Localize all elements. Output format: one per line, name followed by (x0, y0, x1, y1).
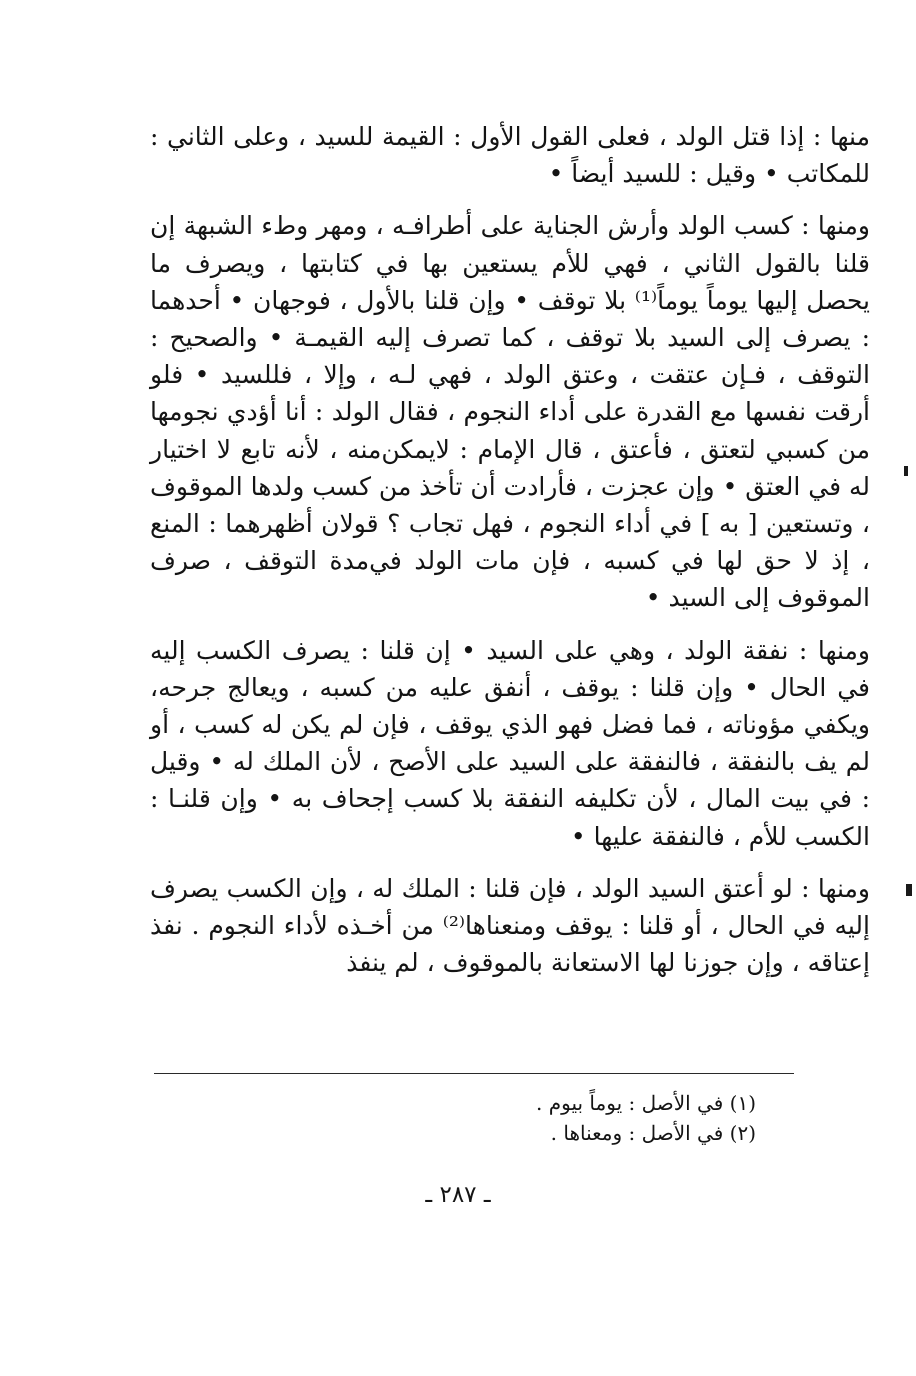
scan-edge-mark (906, 884, 912, 896)
footnote-separator (154, 1073, 794, 1074)
page-number: ـ ٢٨٧ ـ (425, 1182, 491, 1208)
footnote-1: (١) في الأصل : يوماً بيوم . (536, 1091, 756, 1115)
paragraph-2: ومنها : كسب الولد وأرش الجناية على أطرافـه ، ومهر وطء الشبهة إن قلنا بالقول الثاني ، فهي للأم يستعين بها في كتابتها ، ويصرف ما يحصل إليها يوماً يوماً⁽¹⁾ بلا توقف • وإن قلنا بالأول ، فوجهان • أحدهما : يصرف إلى السيد بلا توقف ، كما تصرف إليه القيمـة • والصحيح : التوقف ، فـإن عتقت ، وعتق الولد ، فهي لـه ، وإلا ، فللسيد • فلو أرقت نفسها مع القدرة على أداء النجوم ، فقال الولد : أنا أؤدي نجومها من كسبي لتعتق ، فأعتق ، قال الإمام : لايمكن‌منه ، لأنه تابع لا اختيار له في العتق • وإن عجزت ، فأرادت أن تأخذ من كسب ولدها الموقوف ، وتستعين [ به ] في أداء النجوم ، فهل تجاب ؟ قولان أظهرهما : المنع ، إذ لا حق لها في كسبه ، فإن مات الولد في‌مدة التوقف ، صرف الموقوف إلى السيد • (150, 211, 870, 613)
paragraph-4: ومنها : لو أعتق السيد الولد ، فإن قلنا : الملك له ، وإن الكسب يصرف إليه في الحال ، أو قلنا : يوقف ومنعناها⁽²⁾ من أخـذه لأداء النجوم . نفذ إعتاقه ، وإن جوزنا لها الاستعانة بالموقوف ، لم ينفذ (150, 873, 870, 978)
footnote-2: (٢) في الأصل : ومعناها . (550, 1121, 756, 1145)
paragraph-1: منها : إذا قتل الولد ، فعلى القول الأول : القيمة للسيد ، وعلى الثاني : للمكاتب • وقيل : للسيد أيضاً • (150, 122, 870, 189)
paragraph-3: ومنها : نفقة الولد ، وهي على السيد • إن قلنا : يصرف الكسب إليه في الحال • وإن قلنا : يوقف ، أنفق عليه من كسبه ، ويعالج جرحه، ويكفي مؤوناته ، فما فضل فهو الذي يوقف ، فإن لم يكن له كسب ، أو لم يف بالنفقة ، فالنفقة على السيد على الأصح ، لأن الملك له • وقيل : في بيت المال ، لأن تكليفه النفقة بلا كسب إجحاف به • وإن قلنـا : الكسب للأم ، فالنفقة عليها • (150, 635, 870, 851)
scan-edge-mark (904, 466, 908, 476)
footnotes (356, 1088, 756, 1148)
main-text (150, 118, 870, 981)
